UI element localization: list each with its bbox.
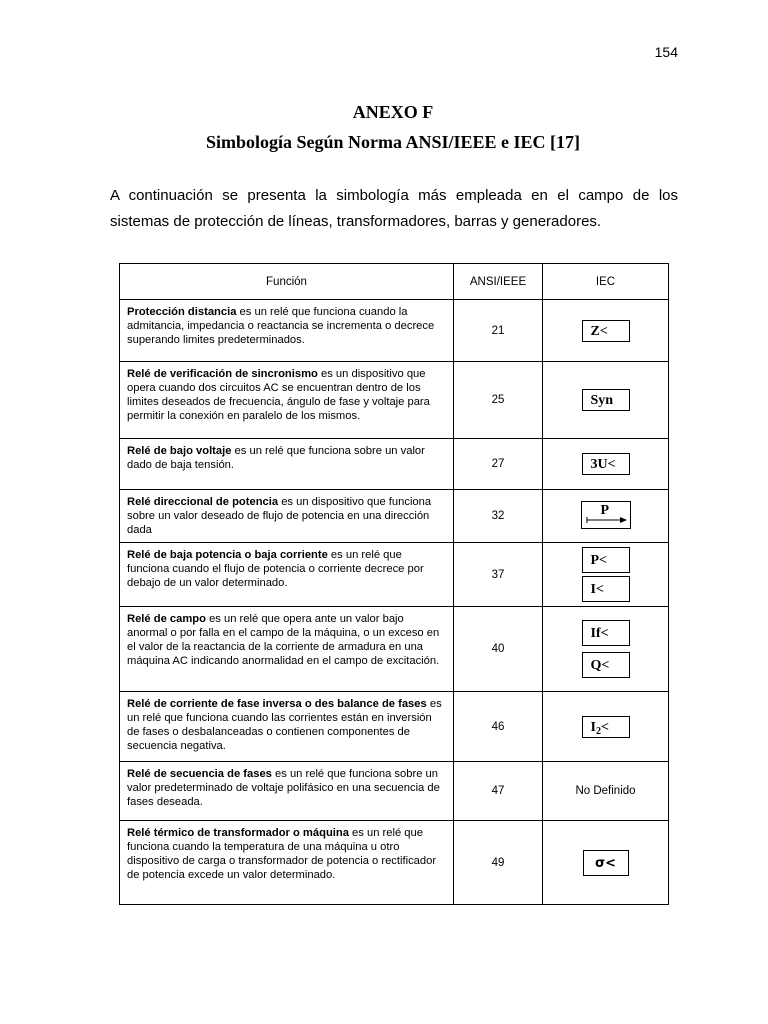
function-name: Relé de corriente de fase inversa o des balance de fases xyxy=(127,698,427,710)
function-name: Relé de bajo voltaje xyxy=(127,445,232,457)
function-name: Relé de campo xyxy=(127,613,206,625)
iec-symbol-cell xyxy=(543,821,669,905)
function-desc: es un relé que funciona cuando la admitancia, impedancia o reactancia se incrementa o decrece superando limites predeterminados. xyxy=(127,306,435,346)
table-header-row xyxy=(120,264,669,300)
iec-symbol: Q< xyxy=(582,652,630,678)
function-desc: es un relé que funciona cuando la temperatura de una máquina u otro dispositivo de carga o transformador de potencia o rectificador de potencia excede un valor determinado. xyxy=(127,827,437,881)
table-row xyxy=(120,362,669,439)
iec-symbol-cell xyxy=(543,362,669,439)
iec-symbol-cell xyxy=(543,692,669,762)
table-row xyxy=(120,821,669,905)
function-desc: es un relé que funciona sobre un valor dado de baja tensión. xyxy=(127,445,425,471)
function-desc: es un dispositivo que opera cuando dos circuitos AC se encuentran dentro de los limites deseados de frecuencia, ángulo de fase y voltaje para permitir la conexión en paralelo de los mismos. xyxy=(127,368,430,422)
table-row xyxy=(120,300,669,362)
function-cell xyxy=(120,543,454,607)
iec-symbol: σ< xyxy=(583,850,629,876)
ansi-code: 37 xyxy=(454,543,543,607)
iec-symbol-text: No Definido xyxy=(543,762,669,821)
arrow-right-icon xyxy=(586,516,628,524)
iec-symbol: 3U< xyxy=(582,453,630,475)
function-desc: es un relé que funciona cuando el flujo de potencia o corriente decrece por debajo de un valor determinado. xyxy=(127,549,424,589)
function-name: Relé térmico de transformador o máquina xyxy=(127,827,349,839)
iec-symbol: I< xyxy=(582,576,630,602)
table-row xyxy=(120,439,669,490)
ansi-code: 49 xyxy=(454,821,543,905)
annex-title: ANEXO F xyxy=(352,102,434,122)
header-ansi: ANSI/IEEE xyxy=(454,264,543,300)
iec-symbol-cell xyxy=(543,543,669,607)
ansi-code: 46 xyxy=(454,692,543,762)
iec-symbol-label: P xyxy=(600,502,610,518)
ansi-code: 47 xyxy=(454,762,543,821)
ansi-code: 25 xyxy=(454,362,543,439)
intro-paragraph: A continuación se presenta la simbología más empleada en el campo de los sistemas de protección de líneas, transformadores, barras y generadores. xyxy=(110,187,678,230)
header-iec: IEC xyxy=(543,264,669,300)
iec-symbol-stack xyxy=(543,620,668,678)
table-row xyxy=(120,543,669,607)
ansi-code: 27 xyxy=(454,439,543,490)
function-desc: es un relé que funciona sobre un valor predeterminado de voltaje polifásico en una secuencia de fases deseada. xyxy=(127,768,440,808)
function-desc: es un relé que funciona cuando las corrientes están en inversión de fases o desbalanceadas o contienen componentes de secuencia negativa. xyxy=(127,698,442,752)
function-name: Relé de secuencia de fases xyxy=(127,768,272,780)
function-cell xyxy=(120,692,454,762)
function-cell xyxy=(120,821,454,905)
iec-symbol: If< xyxy=(582,620,630,646)
table-row xyxy=(120,692,669,762)
iec-symbol-cell xyxy=(543,607,669,692)
ansi-code: 32 xyxy=(454,490,543,543)
iec-symbol-cell xyxy=(543,439,669,490)
function-cell xyxy=(120,607,454,692)
function-cell xyxy=(120,490,454,543)
ansi-code: 40 xyxy=(454,607,543,692)
iec-symbol-main: I xyxy=(590,719,596,735)
iec-symbol xyxy=(582,716,630,738)
page-number: 154 xyxy=(654,44,678,60)
function-desc: es un relé que opera ante un valor bajo anormal o por falla en el campo de la máquina, o un exceso en el valor de la reactancia de la corriente de armadura en una máquina AC indicando anormalidad en el campo de excitación. xyxy=(127,613,440,667)
function-cell xyxy=(120,439,454,490)
function-cell xyxy=(120,762,454,821)
iec-symbol: P< xyxy=(582,547,630,573)
iec-directional-symbol xyxy=(581,501,631,529)
table-row xyxy=(120,490,669,543)
function-name: Protección distancia xyxy=(127,306,237,318)
table-row xyxy=(120,762,669,821)
iec-symbol: Z< xyxy=(582,320,630,342)
iec-symbol-subscript: 2 xyxy=(595,725,601,737)
symbology-table xyxy=(119,263,669,905)
iec-symbol-stack xyxy=(543,547,668,602)
function-cell xyxy=(120,362,454,439)
ansi-code: 21 xyxy=(454,300,543,362)
iec-symbol-cell xyxy=(543,490,669,543)
function-name: Relé direccional de potencia xyxy=(127,496,279,508)
annex-subtitle: Simbología Según Norma ANSI/IEEE e IEC [17] xyxy=(205,132,581,152)
iec-symbol-cell xyxy=(543,300,669,362)
iec-symbol-suffix: < xyxy=(600,719,609,735)
header-function: Función xyxy=(120,264,454,300)
function-name: Relé de verificación de sincronismo xyxy=(127,368,318,380)
table-row xyxy=(120,607,669,692)
function-name: Relé de baja potencia o baja corriente xyxy=(127,549,328,561)
function-cell xyxy=(120,300,454,362)
function-desc: es un dispositivo que funciona sobre un valor deseado de flujo de potencia en una dirección dada xyxy=(127,496,432,536)
iec-symbol: Syn xyxy=(582,389,630,411)
